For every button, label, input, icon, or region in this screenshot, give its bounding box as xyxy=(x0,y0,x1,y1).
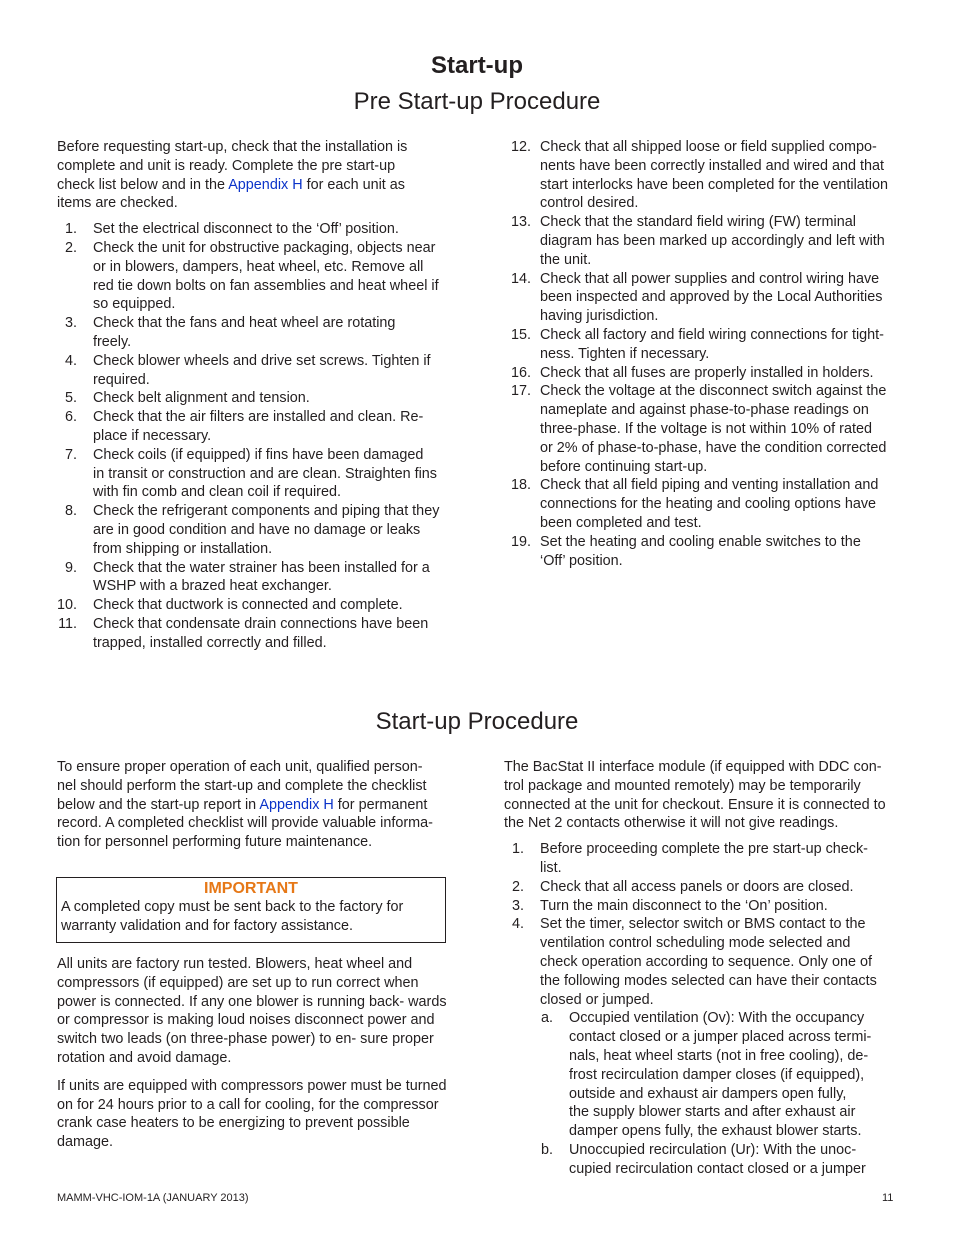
list-item-text xyxy=(540,270,904,326)
page-title: Start-up xyxy=(431,52,523,79)
list-item-line: check operation according to sequence. Only one of xyxy=(540,953,872,970)
list-item-number: 2. xyxy=(511,878,524,895)
list-item-line: ness. Tighten if necessary. xyxy=(540,345,710,362)
list-item xyxy=(504,270,904,326)
pre-checklist-right xyxy=(504,138,904,570)
section-heading-pre-startup: Pre Start-up Procedure xyxy=(353,88,601,115)
list-item-line: Turn the main disconnect to the ‘On’ position. xyxy=(540,897,828,914)
list-item-number: 19. xyxy=(510,533,531,550)
list-item-line: having jurisdiction. xyxy=(540,308,659,325)
list-item-line: outside and exhaust air dampers open fully, xyxy=(569,1085,847,1102)
list-item-number: 4. xyxy=(64,352,77,369)
list-item xyxy=(504,533,904,571)
list-item-number: b. xyxy=(540,1141,553,1158)
list-item xyxy=(539,1141,904,1179)
list-item xyxy=(57,615,457,653)
list-item-text xyxy=(540,533,904,571)
list-item-line: Check that all access panels or doors are closed. xyxy=(540,878,854,895)
list-item-line: from shipping or installation. xyxy=(93,540,273,557)
list-item-line: the unit. xyxy=(540,251,592,268)
list-item-line: connections for the heating and cooling options have xyxy=(540,496,877,513)
list-item-line: Check all factory and field wiring connections for tight- xyxy=(540,326,884,343)
list-item-number: 2. xyxy=(64,239,77,256)
list-item xyxy=(57,502,457,558)
list-item-number: 6. xyxy=(64,409,77,426)
startup-sub-checklist xyxy=(504,1009,904,1178)
list-item xyxy=(539,1009,904,1141)
list-item-line: Set the heating and cooling enable switches to the xyxy=(540,533,861,550)
list-item-line: with fin comb and clean coil if required. xyxy=(93,484,341,501)
list-item-text xyxy=(540,476,904,532)
pre-right-column xyxy=(504,138,904,570)
list-item-line: frost recirculation damper closes (if equipped), xyxy=(569,1066,865,1083)
list-item-number: 13. xyxy=(510,214,531,231)
appendix-h-link[interactable]: Appendix H xyxy=(259,796,334,813)
list-item-line: place if necessary. xyxy=(93,427,212,444)
list-item-line: Check that the water strainer has been installed for a xyxy=(93,559,430,576)
list-item-number: 1. xyxy=(64,221,77,238)
appendix-h-link[interactable]: Appendix H xyxy=(228,176,303,193)
list-item-line: Check that all field piping and venting installation and xyxy=(540,477,879,494)
list-item-number: a. xyxy=(540,1010,553,1027)
list-item-line: diagram has been marked up accordingly and left with xyxy=(540,232,885,249)
list-item xyxy=(504,915,904,1009)
list-item-number: 3. xyxy=(511,897,524,914)
list-item-line: Check the refrigerant components and piping that they xyxy=(93,503,440,520)
list-item-line: before continuing start-up. xyxy=(540,458,708,475)
list-item xyxy=(504,138,904,213)
list-item xyxy=(504,364,904,383)
list-item-text xyxy=(93,314,457,352)
list-item-line: are in good condition and have no damage or leaks xyxy=(93,521,421,538)
list-item-text xyxy=(569,1009,904,1141)
list-item-number: 5. xyxy=(64,390,77,407)
list-item-line: trapped, installed correctly and filled. xyxy=(93,634,327,651)
list-item-line: nameplate and against phase-to-phase readings on xyxy=(540,402,869,419)
list-item-line: contact closed or a jumper placed across termi- xyxy=(569,1029,872,1046)
list-item-line: the supply blower starts and after exhaust air xyxy=(569,1104,856,1121)
list-item-number: 15. xyxy=(510,326,531,343)
list-item-line: start interlocks have been completed for the ventilation xyxy=(540,176,888,193)
list-item-line: list. xyxy=(540,859,562,876)
list-item-number: 16. xyxy=(510,364,531,381)
list-item-text xyxy=(540,382,904,476)
important-notice xyxy=(56,877,446,943)
footer-page-number: 11 xyxy=(882,1192,894,1204)
list-item xyxy=(57,220,457,239)
list-item-text xyxy=(93,446,457,502)
list-item-line: Check that the air filters are installed and clean. Re- xyxy=(93,409,424,426)
list-item-line: damper opens fully, the exhaust blower starts. xyxy=(569,1123,862,1140)
list-item xyxy=(57,389,457,408)
list-item-line: nents have been correctly installed and wired and that xyxy=(540,157,884,174)
list-item xyxy=(504,878,904,897)
list-item xyxy=(57,408,457,446)
important-text: A completed copy must be sent back to the factory for warranty validation and for factory assistance. xyxy=(61,899,404,934)
list-item-number: 14. xyxy=(510,270,531,287)
list-item-line: the following modes selected can have their contacts xyxy=(540,972,877,989)
list-item-line: so equipped. xyxy=(93,296,176,313)
list-item-line: been inspected and approved by the Local Authorities xyxy=(540,289,883,306)
list-item-line: Check that all shipped loose or field supplied compo- xyxy=(540,139,877,155)
list-item-line: Unoccupied recirculation (Ur): With the unoc- xyxy=(569,1141,857,1158)
list-item-number: 1. xyxy=(511,841,524,858)
section-heading-startup: Start-up Procedure xyxy=(375,708,579,735)
list-item xyxy=(504,382,904,476)
list-item-line: Check that ductwork is connected and complete. xyxy=(93,597,403,614)
list-item xyxy=(57,314,457,352)
list-item xyxy=(57,239,457,314)
list-item-number: 11. xyxy=(58,615,77,632)
list-item-line: Check belt alignment and tension. xyxy=(93,390,310,407)
list-item xyxy=(504,213,904,269)
list-item-number: 17. xyxy=(510,383,531,400)
list-item-text xyxy=(93,352,457,390)
list-item-text xyxy=(540,915,904,1009)
compressor-heater-paragraph: If units are equipped with compressors power must be turned on for 24 hours prior to a call for cooling, for the compressor crank case heaters to be energizing to prevent possible damage. xyxy=(57,1077,447,1151)
list-item xyxy=(504,897,904,916)
list-item-number: 12. xyxy=(510,139,531,155)
list-item-text xyxy=(93,596,457,615)
list-item-text xyxy=(540,878,904,897)
list-item-text xyxy=(93,615,457,653)
list-item-text xyxy=(93,502,457,558)
list-item-number: 8. xyxy=(64,503,77,520)
proc-left-column xyxy=(57,758,452,852)
list-item-number: 18. xyxy=(510,477,531,494)
list-item-line: Check the unit for obstructive packaging, objects near xyxy=(93,239,436,256)
list-item-text xyxy=(540,364,904,383)
list-item-text xyxy=(93,239,457,314)
list-item-line: or in blowers, dampers, heat wheel, etc. Remove all xyxy=(93,258,424,275)
list-item-text xyxy=(540,897,904,916)
list-item xyxy=(57,559,457,597)
list-item xyxy=(57,446,457,502)
list-item-line: been completed and test. xyxy=(540,514,702,531)
list-item-line: ‘Off’ position. xyxy=(540,552,623,569)
list-item-line: Check that all fuses are properly installed in holders. xyxy=(540,364,874,381)
list-item-text xyxy=(93,559,457,597)
list-item-text xyxy=(93,220,457,239)
list-item-line: red tie down bolts on fan assemblies and heat wheel if xyxy=(93,277,439,294)
pre-intro: Before requesting start-up, check that the installation is complete and unit is ready. Complete the pre start-up check list below and in the Appendix H for each unit as items are checked. xyxy=(57,139,408,212)
list-item-line: Check that all power supplies and control wiring have xyxy=(540,270,880,287)
list-item-line: nals, heat wheel starts (not in free cooling), de- xyxy=(569,1047,869,1064)
list-item-line: control desired. xyxy=(540,195,639,212)
list-item-text xyxy=(540,326,904,364)
list-item xyxy=(504,840,904,878)
proc-intro: To ensure proper operation of each unit, qualified person- nel should perform the start-up and complete the checklist below and the start-up report in Appendix H for permanent record. A completed checklist will provide valuable informa- tion for personnel performing future maintenance. xyxy=(57,759,433,851)
list-item-line: or 2% of phase-to-phase, have the condition corrected xyxy=(540,439,887,456)
list-item-line: closed or jumped. xyxy=(540,991,654,1008)
list-item-text xyxy=(569,1141,904,1179)
list-item-line: Set the electrical disconnect to the ‘Off’ position. xyxy=(93,221,399,238)
proc-left-lower xyxy=(57,955,447,1152)
bacstat-paragraph: The BacStat II interface module (if equipped with DDC con- trol package and mounted remotely) may be temporarily connected at the unit for checkout. Ensure it is connected to the Net 2 contacts otherwise it will not give readings. xyxy=(504,759,886,832)
pre-left-column xyxy=(57,138,457,653)
proc-right-column xyxy=(504,758,904,1179)
list-item-line: Check that condensate drain connections have been xyxy=(93,615,429,632)
list-item xyxy=(504,326,904,364)
list-item-line: Set the timer, selector switch or BMS contact to the xyxy=(540,916,866,933)
list-item-line: three-phase. If the voltage is not within 10% of rated xyxy=(540,420,872,437)
list-item-line: Check the voltage at the disconnect switch against the xyxy=(540,383,887,400)
list-item-line: Check blower wheels and drive set screws. Tighten if xyxy=(93,352,431,369)
startup-checklist xyxy=(504,840,904,1009)
list-item-line: cupied recirculation contact closed or a jumper xyxy=(569,1160,866,1177)
list-item-text xyxy=(540,213,904,269)
list-item-number: 4. xyxy=(511,916,524,933)
list-item-line: Occupied ventilation (Ov): With the occupancy xyxy=(569,1010,865,1027)
list-item xyxy=(57,352,457,390)
list-item-line: ventilation control scheduling mode selected and xyxy=(540,935,851,952)
list-item-line: WSHP with a brazed heat exchanger. xyxy=(93,578,332,595)
list-item-line: freely. xyxy=(93,333,132,350)
list-item-number: 10. xyxy=(57,597,78,614)
list-item-number: 3. xyxy=(64,315,77,332)
important-title: IMPORTANT xyxy=(204,880,298,897)
list-item-line: Check that the fans and heat wheel are rotating xyxy=(93,315,396,332)
list-item-line: required. xyxy=(93,371,150,388)
list-item-text xyxy=(540,138,904,213)
list-item-text xyxy=(93,408,457,446)
list-item-line: Check that the standard field wiring (FW) terminal xyxy=(540,214,856,231)
list-item-text xyxy=(93,389,457,408)
list-item-line: Before proceeding complete the pre start-up check- xyxy=(540,841,868,858)
list-item-number: 7. xyxy=(64,446,77,463)
blower-rotation-paragraph: All units are factory run tested. Blowers, heat wheel and compressors (if equipped) are set up to run correct when power is connected. If any one blower is running back- wards or compressor is making loud noises disconnect power and switch two leads (on three-phase power) to en- sure proper rotation and avoid damage. xyxy=(57,956,447,1066)
list-item-text xyxy=(540,840,904,878)
pre-checklist-left xyxy=(57,220,457,652)
footer-doc-id: MAMM-VHC-IOM-1A (JANUARY 2013) xyxy=(57,1192,249,1204)
list-item xyxy=(504,476,904,532)
list-item-line: Check coils (if equipped) if fins have been damaged xyxy=(93,446,424,463)
list-item-number: 9. xyxy=(64,559,77,576)
list-item xyxy=(57,596,457,615)
list-item-line: in transit or construction and are clean. Straighten fins xyxy=(93,465,437,482)
